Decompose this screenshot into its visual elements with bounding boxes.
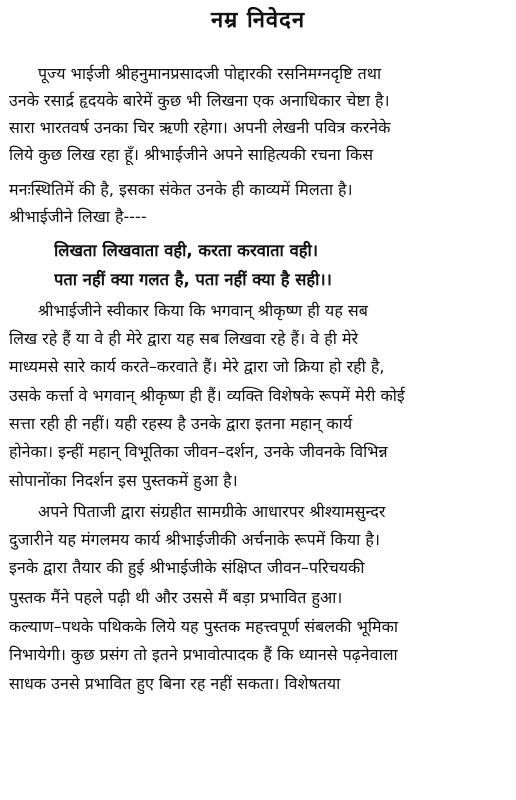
paragraph-3-line: साधक उनसे प्रभावित हुए बिना रह नहीं सकता। विशेषतया	[9, 674, 341, 693]
paragraph-1-line: पूज्य भाईजी श्रीहनुमानप्रसादजी पोद्दारकी रसनिमग्नदृष्टि तथा	[38, 64, 382, 83]
paragraph-3-line: पुस्तक मैंने पहले पढ़ी थी और उससे मैं बड़ा प्रभावित हुआ।	[9, 588, 343, 607]
paragraph-1-line: लिये कुछ लिख रहा हूँ। श्रीभाईजीने अपने साहित्यकी रचना किस	[9, 145, 374, 164]
paragraph-3-line: निभायेगी। कुछ प्रसंग तो इतने प्रभावोत्पादक हैं कि ध्यानसे पढ़नेवाला	[9, 645, 398, 664]
paragraph-3-line: कल्याण–पथके पथिकके लिये यह पुस्तक महत्त्वपूर्ण संबलकी भूमिका	[9, 617, 399, 636]
paragraph-2-line: सत्ता रही ही नहीं। यही रहस्य है उनके द्वारा इतना महान् कार्य	[9, 414, 353, 433]
paragraph-2-line: होनेका। इन्हीं महान् विभूतिका जीवन–दर्शन, उनके जीवनके विभिन्न	[9, 442, 388, 461]
paragraph-2-line: लिख रहे हैं या वे ही मेरे द्वारा यह सब लिखवा रहे हैं। वे ही मेरे	[9, 329, 359, 348]
paragraph-2-line: सोपानोंका निदर्शन इस पुस्तकमें हुआ है।	[9, 471, 238, 490]
paragraph-2-line: श्रीभाईजीने स्वीकार किया कि भगवान् श्रीकृष्ण ही यह सब	[38, 301, 368, 320]
verse-line: लिखता लिखवाता वही, करता करवाता वही।	[54, 241, 319, 260]
paragraph-3-line: इनके द्वारा तैयार की हुई श्रीभाईजीके संक्षिप्त जीवन–परिचयकी	[9, 558, 365, 577]
page-title: नम्र निवेदन	[210, 8, 306, 33]
paragraph-3-line: अपने पिताजी द्वारा संग्रहीत सामग्रीके आधारपर श्रीश्यामसुन्दर	[38, 502, 386, 521]
verse-line: पता नहीं क्या गलत है, पता नहीं क्या है सही।।	[54, 270, 332, 289]
paragraph-2-line: उसके कर्त्ता वे भगवान् श्रीकृष्ण ही हैं। व्यक्ति विशेषके रूपमें मेरी कोई	[9, 386, 405, 405]
paragraph-3-line: दुजारीने यह मंगलमय कार्य श्रीभाईजीकी अर्चनाके रूपमें किया है।	[9, 530, 380, 549]
paragraph-2-line: माध्यमसे सारे कार्य करते–करवाते हैं। मेरे द्वारा जो क्रिया हो रही है,	[9, 357, 385, 376]
paragraph-1-line: सारा भारतवर्ष उनका चिर ऋणी रहेगा। अपनी लेखनी पवित्र करनेके	[9, 118, 391, 137]
paragraph-1-line: उनके रसार्द्र हृदयके बारेमें कुछ भी लिखना एक अनाधिकार चेष्टा है।	[9, 91, 390, 110]
paragraph-1-line: मनःस्थितिमें की है, इसका संकेत उनके ही काव्यमें मिलता है।	[9, 180, 353, 199]
paragraph-1-line: श्रीभाईजीने लिखा है----	[9, 207, 147, 226]
